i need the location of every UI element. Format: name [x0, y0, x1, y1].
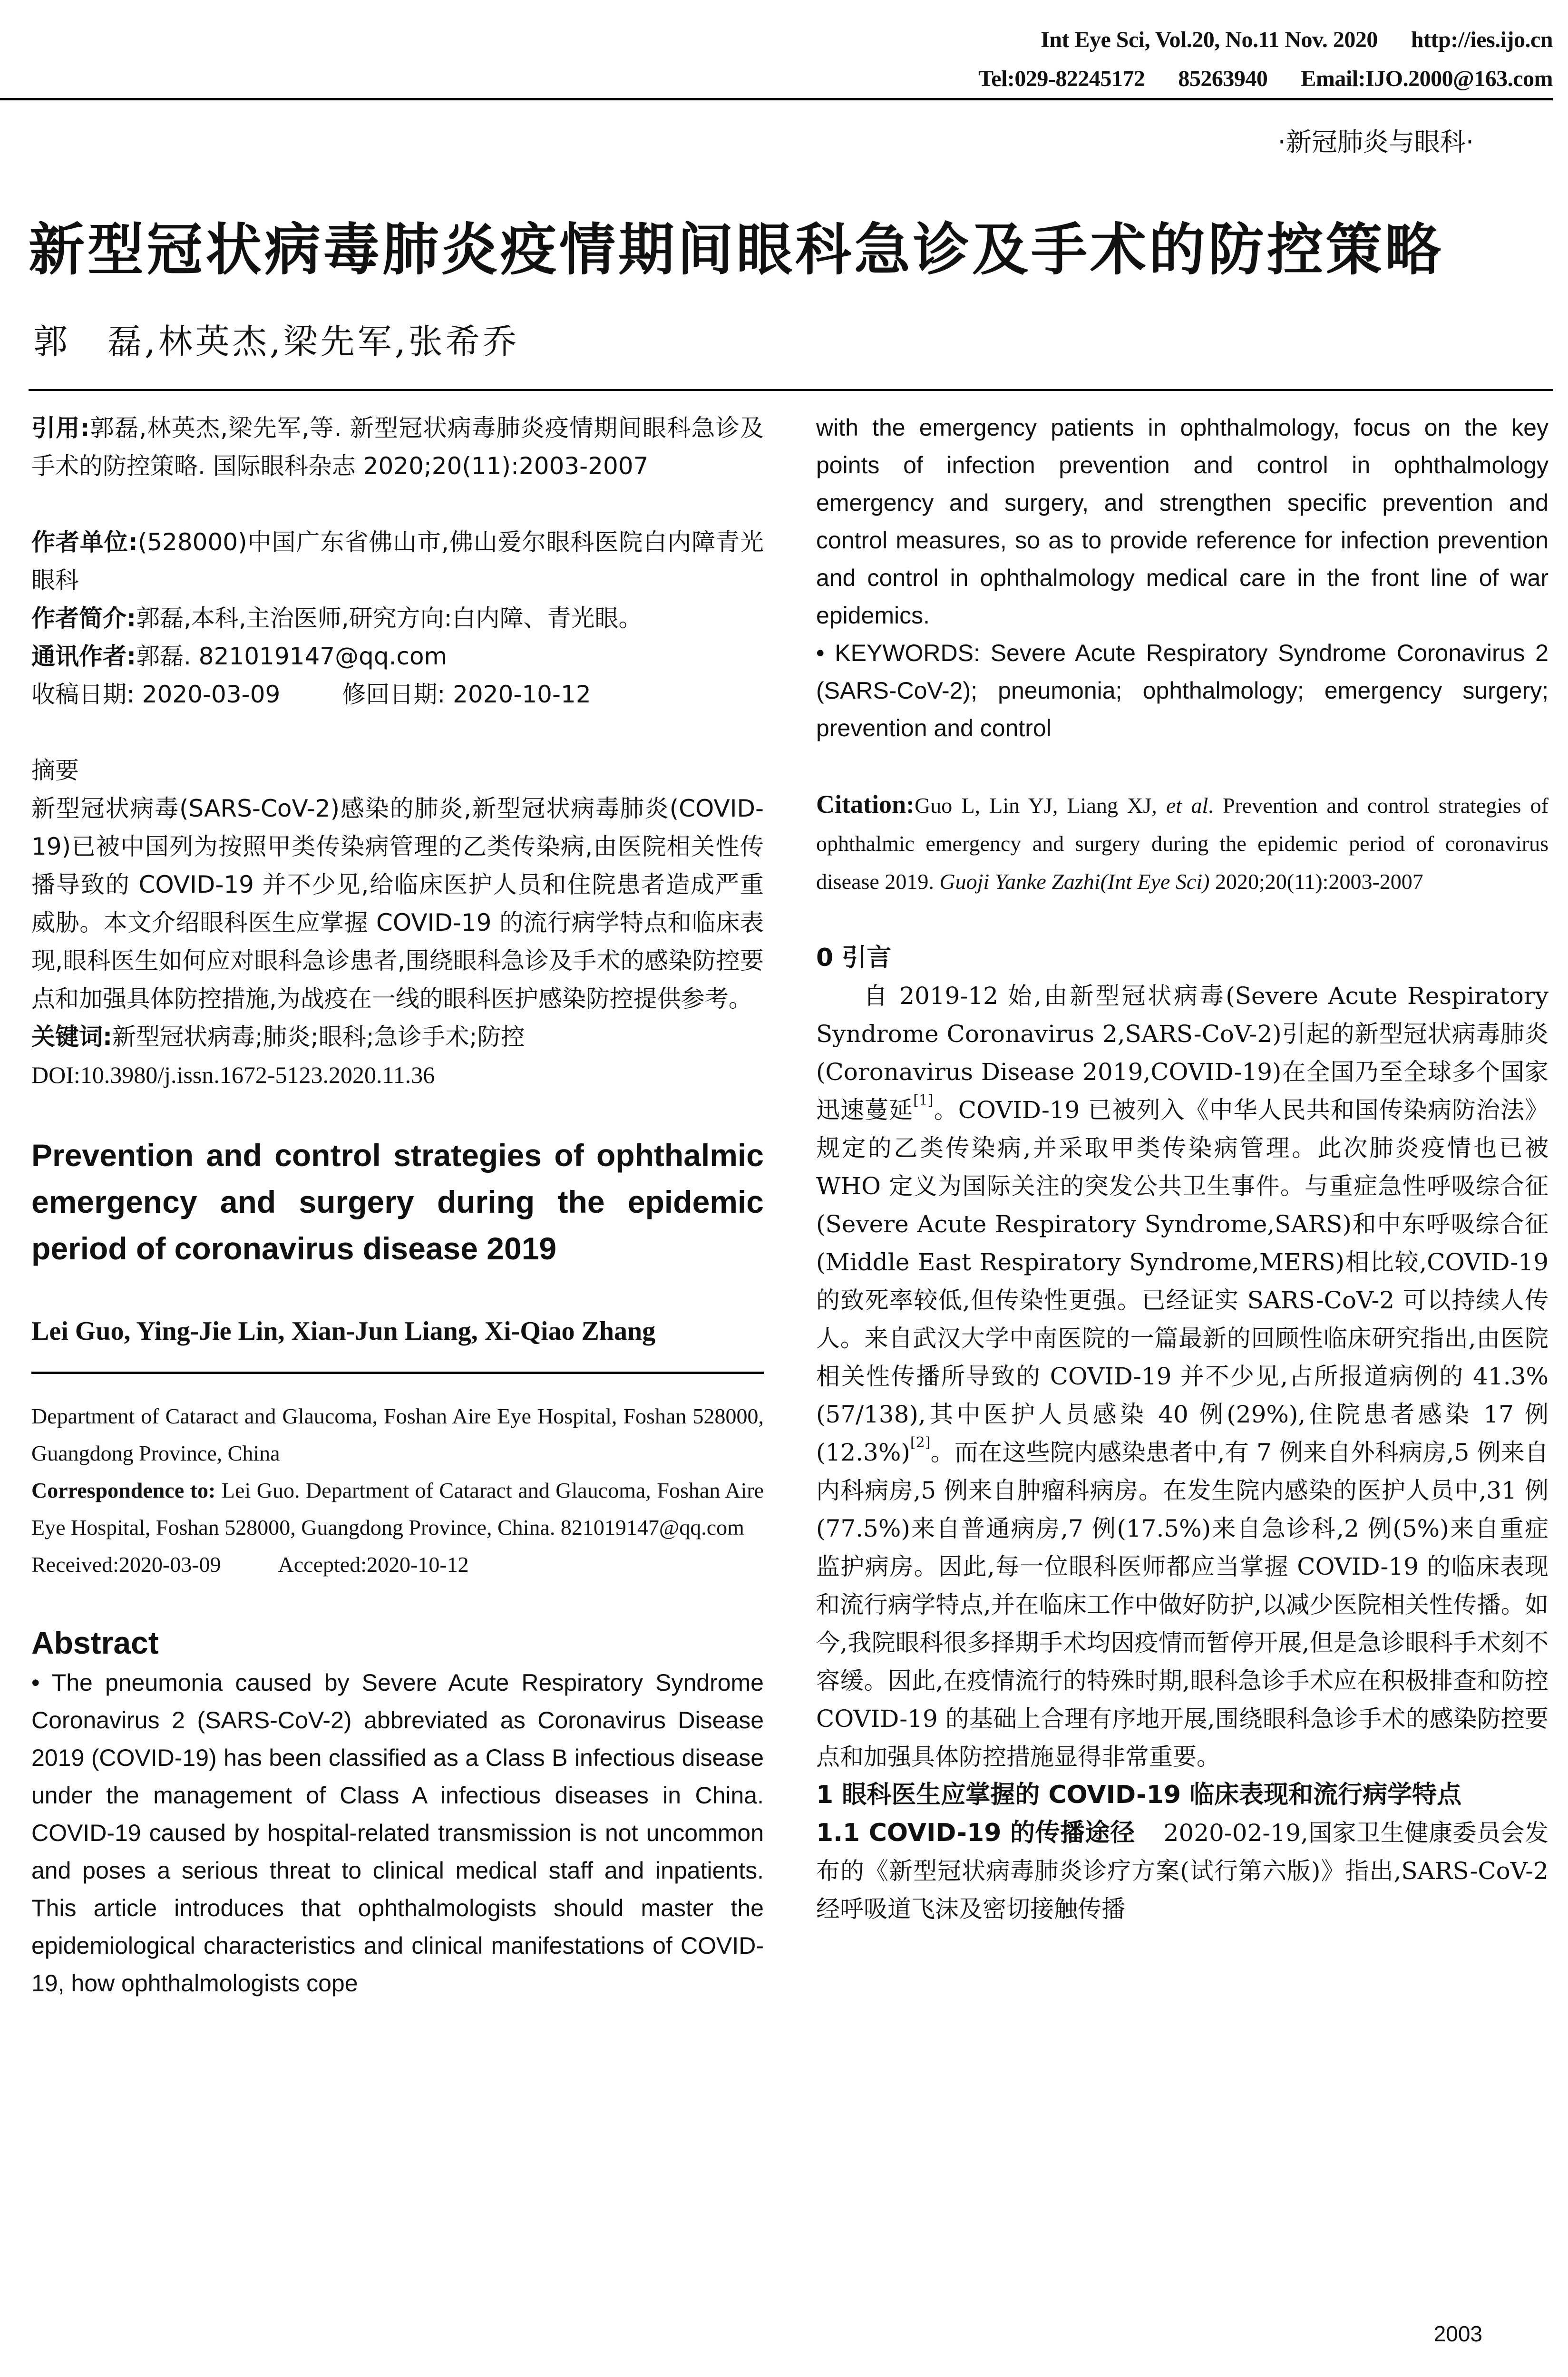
intro-heading: 0 引言: [816, 944, 892, 972]
citation-en-label: Citation:: [816, 790, 915, 818]
intro-text-2: 。COVID-19 已被列入《中华人民共和国传染病防治法》规定的乙类传染病,并采取甲类传染病管理。此次肺炎疫情也已被 WHO 定义为国际关注的突发公共卫生事件。与重症急性呼吸综合征(Severe Acute Respiratory Syndrome,SARS)和中东呼吸综合征(Middle East Respiratory Syndrome,MERS)相比较,COVID-19 的致死率较低,但传染性更强。已经证实 SARS-CoV-2 可以持续人传人。来自武汉大学中南医院的一篇最新的回顾性临床研究指出,由医院相关性传播所导致的 COVID-19 并不少见,占所报道病例的 41.3%(57/138),其中医护人员感染 40 例(29%),住院患者感染 17 例(12.3%): [816, 1096, 1549, 1466]
dates-en: [31, 1546, 764, 1583]
abstract-cn-heading: 摘要: [31, 757, 79, 784]
author-unit: [31, 523, 764, 599]
running-header-journal: [1007, 27, 1553, 53]
received-date-en: Received:2020-03-09: [31, 1552, 221, 1577]
journal-tel: Tel:029-82245172: [978, 66, 1145, 91]
citation-en: [816, 785, 1549, 901]
received-date-cn: 收稿日期: 2020-03-09: [31, 681, 281, 708]
doi: DOI:10.3980/j.issn.1672-5123.2020.11.36: [31, 1062, 435, 1088]
citation-en-tail: 2020;20(11):2003-2007: [1215, 869, 1423, 894]
accepted-date-en: Accepted:2020-10-12: [278, 1552, 469, 1577]
running-header-contact: [945, 66, 1553, 92]
abstract-cn-text: 新型冠状病毒(SARS-CoV-2)感染的肺炎,新型冠状病毒肺炎(COVID-19)已被中国列为按照甲类传染病管理的乙类传染病,由医院相关性传播导致的 COVID-19 并不少见,给临床医护人员和住院患者造成严重威胁。本文介绍眼科医生应掌握 COVID-19 的流行病学特点和临床表现,眼科医生如何应对眼科急诊患者,围绕眼科急诊及手术的感染防控要点和加强具体防控措施,为战疫在一线的眼科医护感染防控提供参考。: [31, 795, 764, 1013]
section1-heading: 1 眼科医生应掌握的 COVID-19 临床表现和流行病学特点: [816, 1781, 1462, 1809]
intro-text-3: 。而在这些院内感染患者中,有 7 例来自外科病房,5 例来自内科病房,5 例来自肿瘤科病房。在发生院内感染的医护人员中,31 例(77.5%)来自普通病房,7 例(17.5%)来自急诊科,2 例(5%)来自重症监护病房。因此,每一位眼科医师都应当掌握 COVID-19 的临床表现和流行病学特点,并在临床工作中做好防护,以减少医院相关性传播。如今,我院眼科很多择期手术均因疫情而暂停开展,但是急诊眼科手术刻不容缓。因此,在疫情流行的特殊时期,眼科急诊手术应在积极排查和防控 COVID-19 的基础上合理有序地开展,围绕眼科急诊手术的感染防控要点和加强具体防控措施显得非常重要。: [816, 1439, 1549, 1771]
abstract-en-part2: with the emergency patients in ophthalmology, focus on the key points of infection prevention and control in ophthalmology emergency and surgery, and strengthen specific prevention and control measures, so as to provide reference for infection prevention and control in ophthalmology medical care in the front line of war epidemics.: [816, 414, 1549, 629]
reference-1[interactable]: [1]: [913, 1092, 934, 1109]
affiliation-en: Department of Cataract and Glaucoma, Foshan Aire Eye Hospital, Foshan 528000, Guangdong Province, China: [31, 1404, 764, 1465]
reference-2[interactable]: [2]: [910, 1434, 931, 1451]
correspondence-en-label: Correspondence to:: [31, 1478, 216, 1502]
dates-cn: [31, 675, 764, 713]
citation-en-etal: et al: [1166, 793, 1208, 818]
corresponding-author-cn: [31, 637, 764, 675]
journal-tel2: 85263940: [1178, 66, 1268, 91]
abstract-en-heading: Abstract: [31, 1625, 159, 1660]
keywords-cn-text: 新型冠状病毒;肺炎;眼科;急诊手术;防控: [112, 1023, 525, 1051]
section1-1-paragraph: [816, 1814, 1549, 1928]
title-rule: [29, 389, 1553, 391]
authors-en: Lei Guo, Ying-Jie Lin, Xian-Jun Liang, Xi-Qiao Zhang: [31, 1316, 656, 1346]
intro-text-1: 自 2019-12 始,由新型冠状病毒(Severe Acute Respiratory Syndrome Coronavirus 2,SARS-CoV-2)引起的新型冠状病毒肺炎(Coronavirus Disease 2019,COVID-19)在全国乃至全球多个国家迅速蔓延: [816, 982, 1549, 1124]
journal-url: http://ies.ijo.cn: [1411, 27, 1553, 52]
affiliation-rule: [31, 1372, 764, 1374]
keywords-en: • KEYWORDS: Severe Acute Respiratory Syndrome Coronavirus 2 (SARS-CoV-2); pneumonia; ophthalmology; emergency surgery; prevention and control: [816, 640, 1549, 741]
citation-en-journal: Guoji Yanke Zazhi(Int Eye Sci): [939, 869, 1210, 894]
corresponding-author-text: 郭磊. 821019147@qq.com: [136, 643, 448, 670]
citation-cn-text: 郭磊,林英杰,梁先军,等. 新型冠状病毒肺炎疫情期间眼科急诊及手术的防控策略. 国际眼科杂志 2020;20(11):2003-2007: [31, 414, 764, 480]
correspondence-en: [31, 1472, 764, 1546]
keywords-cn: [31, 1018, 764, 1056]
article-title-cn: 新型冠状病毒肺炎疫情期间眼科急诊及手术的防控策略: [29, 217, 1444, 283]
author-unit-label: 作者单位:: [31, 528, 138, 556]
author-bio: [31, 599, 764, 637]
keywords-cn-label: 关键词:: [31, 1023, 112, 1051]
correspondence-en-text: Lei Guo. Department of Cataract and Glaucoma, Foshan Aire Eye Hospital, Foshan 528000, Guangdong Province, China. 821019147@qq.com: [31, 1478, 764, 1539]
author-unit-text: (528000)中国广东省佛山市,佛山爱尔眼科医院白内障青光眼科: [31, 528, 764, 594]
citation-en-authors: Guo L, Lin YJ, Liang XJ,: [914, 793, 1157, 818]
corresponding-author-label: 通讯作者:: [31, 643, 136, 670]
citation-en-title: . Prevention and control strategies of ophthalmic emergency and surgery during the epidemic period of coronavirus disease 2019.: [816, 793, 1549, 894]
left-column: [31, 409, 764, 2002]
author-bio-label: 作者简介:: [31, 604, 136, 632]
abstract-en-part1: • The pneumonia caused by Severe Acute Respiratory Syndrome Coronavirus 2 (SARS-CoV-2) abbreviated as Coronavirus Disease 2019 (COVID-19) has been classified as a Class B infectious disease under the management of Class A infectious diseases in China. COVID-19 caused by hospital-related transmission is not uncommon and poses a serious threat to clinical medical staff and inpatients. This article introduces that ophthalmologists should master the epidemiological characteristics and clinical manifestations of COVID-19, how ophthalmologists cope: [31, 1669, 764, 1997]
author-bio-text: 郭磊,本科,主治医师,研究方向:白内障、青光眼。: [136, 604, 643, 632]
journal-email: Email:IJO.2000@163.com: [1301, 66, 1553, 91]
page-number: 2003: [1433, 2321, 1482, 2346]
section-tag: ·新冠肺炎与眼科·: [1277, 127, 1474, 157]
section1-1-heading: 1.1 COVID-19 的传播途径: [816, 1819, 1135, 1847]
citation-cn: [31, 409, 764, 485]
journal-info: Int Eye Sci, Vol.20, No.11 Nov. 2020: [1041, 27, 1378, 52]
citation-cn-label: 引用:: [31, 414, 90, 442]
revised-date-cn: 修回日期: 2020-10-12: [342, 681, 591, 708]
intro-paragraph: [816, 977, 1549, 1776]
authors-cn: 郭 磊,林英杰,梁先军,张希乔: [33, 321, 520, 361]
header-rule: [0, 98, 1553, 100]
section1-1-text: 2020-02-19,国家卫生健康委员会发布的《新型冠状病毒肺炎诊疗方案(试行第六版)》指出,SARS-CoV-2 经呼吸道飞沫及密切接触传播: [816, 1819, 1549, 1923]
article-title-en: Prevention and control strategies of ophthalmic emergency and surgery during the epidemic period of coronavirus disease 2019: [31, 1138, 764, 1266]
right-column: [816, 409, 1549, 1928]
